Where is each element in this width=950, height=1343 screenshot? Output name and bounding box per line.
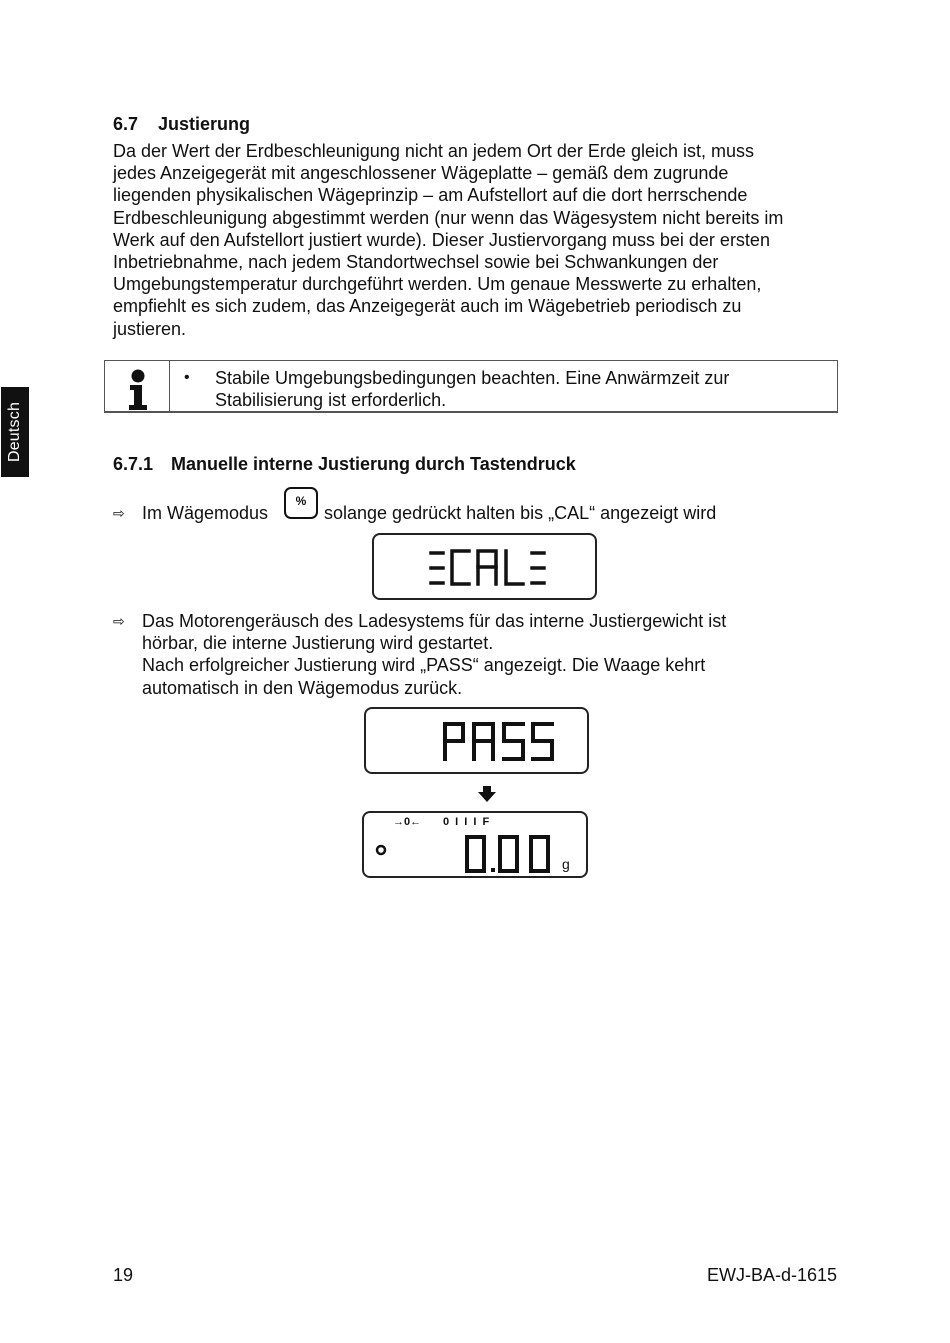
- info-note-text: [170, 361, 837, 411]
- intro-line: Inbetriebnahme, nach jedem Standortwechsel sowie bei Schwankungen der: [113, 252, 719, 273]
- step-2-line: hörbar, die interne Justierung wird gestartet.: [142, 633, 494, 654]
- section-number: 6.7: [113, 114, 139, 134]
- info-line: Stabilisierung ist erforderlich.: [215, 390, 447, 410]
- weight-unit: g: [562, 856, 570, 872]
- circle-icon: [377, 846, 385, 854]
- language-tab-label: Deutsch: [6, 401, 24, 463]
- page-number: 19: [113, 1265, 134, 1285]
- subsection-number: 6.7.1: [113, 454, 154, 474]
- percent-key-icon: %: [284, 487, 318, 519]
- bullet: •: [184, 369, 190, 386]
- intro-line: justieren.: [113, 318, 187, 339]
- step-arrow-icon: ⇨: [113, 613, 125, 629]
- info-icon: [127, 369, 149, 411]
- intro-line: Erdbeschleunigung abgestimmt werden (nur wenn das Wägesystem nicht bereits im: [113, 207, 784, 228]
- lcd-pass-segments: [366, 709, 591, 776]
- step-2-line: Nach erfolgreicher Justierung wird „PASS“ angezeigt. Die Waage kehrt: [142, 655, 706, 676]
- intro-line: jedes Anzeigegerät mit angeschlossener Wägeplatte – gemäß dem zugrunde: [113, 163, 729, 184]
- section-title: Justierung: [158, 114, 251, 134]
- step-arrow-icon: ⇨: [113, 505, 125, 521]
- info-note-box: [104, 360, 838, 413]
- lcd-cal-segments: [374, 535, 599, 602]
- subsection-title: Manuelle interne Justierung durch Tastendruck: [171, 454, 576, 474]
- intro-paragraph: [113, 140, 838, 340]
- subsection-heading: [113, 454, 576, 475]
- language-tab: [1, 387, 29, 477]
- status-marks: 0 I I I F: [443, 816, 490, 828]
- doc-code: EWJ-BA-d-1615: [706, 1265, 837, 1285]
- intro-line: Umgebungstemperatur durchgeführt werden. Um genaue Messwerte zu erhalten,: [113, 274, 762, 295]
- lcd-cal-display: [372, 533, 597, 600]
- info-line: Stabile Umgebungsbedingungen beachten. Eine Anwärmzeit zur: [215, 368, 730, 388]
- intro-line: Da der Wert der Erdbeschleunigung nicht an jedem Ort der Erde gleich ist, muss: [113, 141, 754, 161]
- intro-line: empfiehlt es sich zudem, das Anzeigegerät auch im Wägebetrieb periodisch zu: [113, 296, 742, 317]
- lcd-weight-display: [362, 811, 588, 878]
- step-1: [113, 502, 717, 524]
- step-2-line: Das Motorengeräusch des Ladesystems für das interne Justiergewicht ist: [142, 611, 727, 631]
- zero-indicator: →0←: [393, 816, 422, 828]
- intro-line: liegenden physikalischen Wägeprinzip – am Aufstellort auf die dort herrschende: [113, 185, 748, 206]
- step-1-text-after: solange gedrückt halten bis „CAL“ angezeigt wird: [324, 503, 717, 523]
- decimal-point: [491, 868, 495, 872]
- intro-line: Werk auf den Aufstellort justiert wurde). Dieser Justiervorgang muss bei der ersten: [113, 229, 770, 250]
- info-icon-cell: [105, 361, 170, 411]
- lcd-pass-display: [364, 707, 589, 774]
- step-2-line: automatisch in den Wägemodus zurück.: [142, 677, 463, 698]
- section-heading: [113, 114, 250, 135]
- step-1-text-before: Im Wägemodus: [142, 503, 269, 523]
- down-arrow-icon: [478, 786, 496, 802]
